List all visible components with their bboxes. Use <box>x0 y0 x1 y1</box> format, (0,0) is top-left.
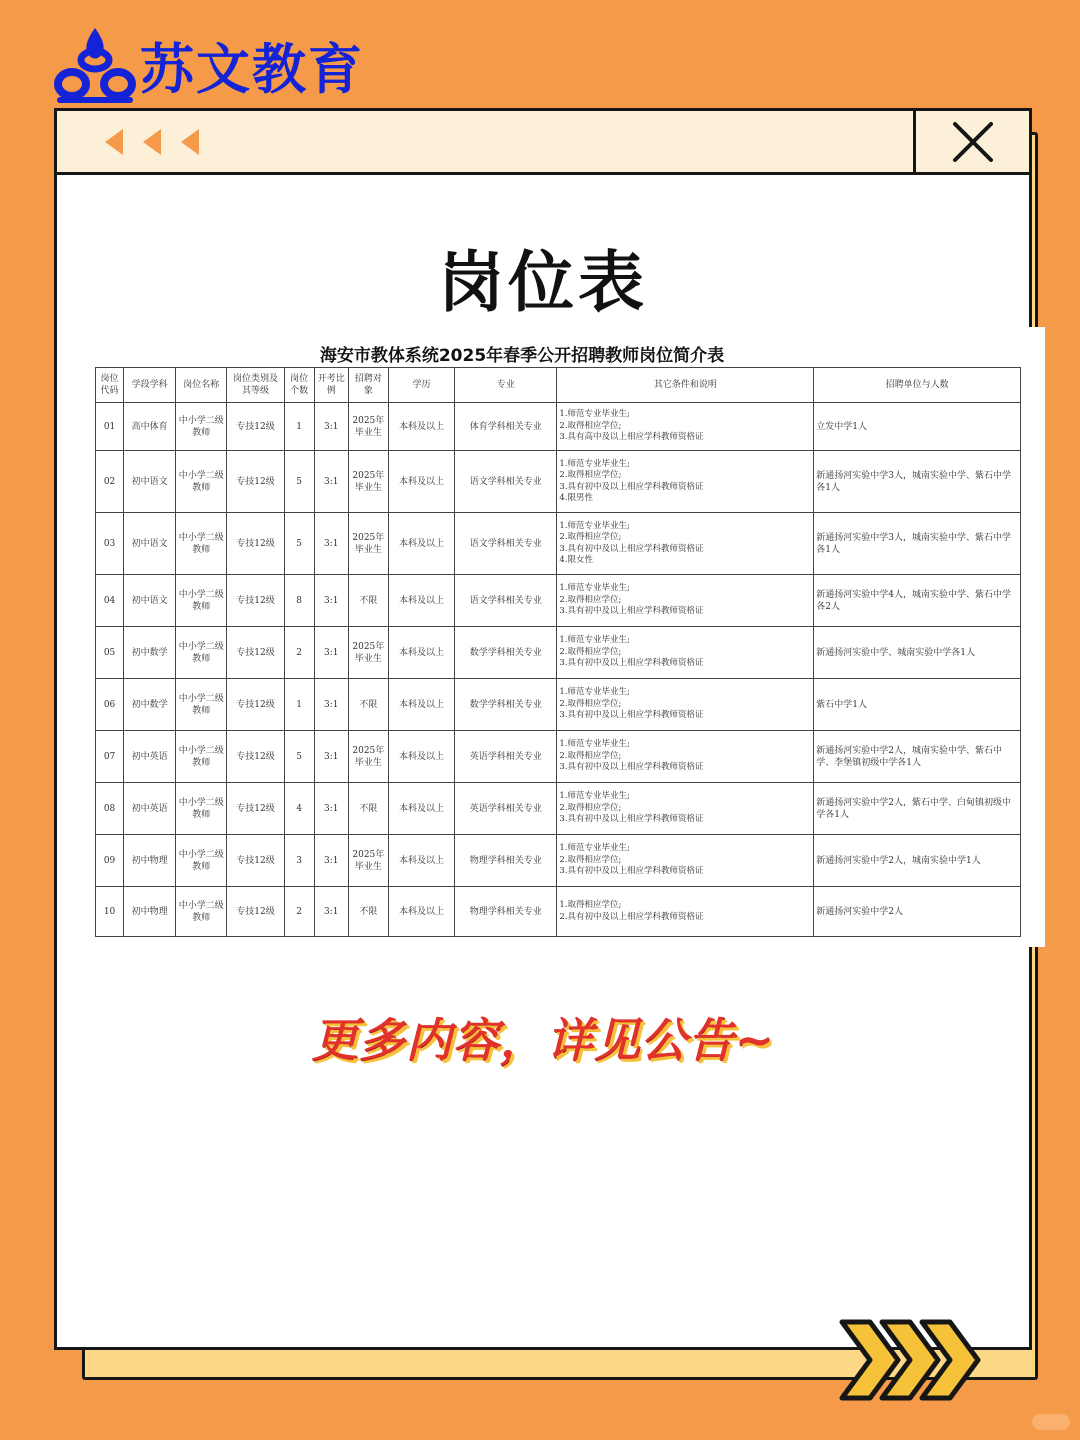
table-cell: 本科及以上 <box>388 403 454 451</box>
table-cell: 3:1 <box>314 835 348 887</box>
table-cell: 3:1 <box>314 513 348 575</box>
table-cell: 5 <box>284 513 314 575</box>
table-cell: 物理学科相关专业 <box>455 887 557 937</box>
brand-logo <box>52 22 364 108</box>
table-cell: 2025年毕业生 <box>348 627 388 679</box>
table-row <box>96 627 1021 679</box>
table-cell: 07 <box>96 731 124 783</box>
table-cell: 专技12级 <box>227 783 284 835</box>
page-title: 岗位表 <box>438 244 648 321</box>
table-cell: 本科及以上 <box>388 835 454 887</box>
table-cell: 专技12级 <box>227 835 284 887</box>
table-cell: 专技12级 <box>227 403 284 451</box>
table-cell: 数学学科相关专业 <box>455 627 557 679</box>
document-title: 海安市教体系统2025年春季公开招聘教师岗位简介表 <box>319 346 725 366</box>
table-cell: 1.师范专业毕业生; 2.取得相应学位; 3.具有初中及以上相应学科教师资格证 <box>557 731 814 783</box>
table-cell: 2025年毕业生 <box>348 451 388 513</box>
table-header-row <box>96 368 1021 403</box>
table-cell: 初中语文 <box>124 513 176 575</box>
table-cell: 3:1 <box>314 451 348 513</box>
table-cell: 中小学二级教师 <box>176 731 227 783</box>
table-cell: 专技12级 <box>227 679 284 731</box>
table-cell: 中小学二级教师 <box>176 835 227 887</box>
table-cell: 3:1 <box>314 627 348 679</box>
table-cell: 初中语文 <box>124 575 176 627</box>
table-cell: 专技12级 <box>227 575 284 627</box>
content-window <box>54 108 1032 1350</box>
table-cell: 中小学二级教师 <box>176 887 227 937</box>
table-cell: 初中英语 <box>124 731 176 783</box>
table-row <box>96 783 1021 835</box>
table-cell: 1.取得相应学位; 2.具有初中及以上相应学科教师资格证 <box>557 887 814 937</box>
triple-chevron-icon <box>836 1318 986 1402</box>
table-cell: 英语学科相关专业 <box>455 731 557 783</box>
table-cell: 初中物理 <box>124 835 176 887</box>
table-cell: 新通扬河实验中学4人，城南实验中学、紫石中学各2人 <box>814 575 1021 627</box>
table-row <box>96 513 1021 575</box>
table-cell: 不限 <box>348 575 388 627</box>
table-cell: 1.师范专业毕业生; 2.取得相应学位; 3.具有初中及以上相应学科教师资格证 <box>557 575 814 627</box>
table-row <box>96 679 1021 731</box>
table-row <box>96 835 1021 887</box>
table-cell: 3:1 <box>314 783 348 835</box>
table-cell: 04 <box>96 575 124 627</box>
table-cell: 本科及以上 <box>388 451 454 513</box>
table-cell: 不限 <box>348 887 388 937</box>
column-header: 其它条件和说明 <box>557 368 814 403</box>
table-cell: 5 <box>284 731 314 783</box>
table-cell: 中小学二级教师 <box>176 679 227 731</box>
table-cell: 3:1 <box>314 403 348 451</box>
table-cell: 专技12级 <box>227 627 284 679</box>
table-cell: 2025年毕业生 <box>348 731 388 783</box>
table-cell: 数学学科相关专业 <box>455 679 557 731</box>
table-cell: 4 <box>284 783 314 835</box>
table-cell: 高中体育 <box>124 403 176 451</box>
table-row <box>96 451 1021 513</box>
table-cell: 初中数学 <box>124 627 176 679</box>
table-cell: 中小学二级教师 <box>176 575 227 627</box>
column-header: 招聘单位与人数 <box>814 368 1021 403</box>
table-cell: 专技12级 <box>227 731 284 783</box>
table-cell: 1.师范专业毕业生; 2.取得相应学位; 3.具有初中及以上相应学科教师资格证 <box>557 783 814 835</box>
table-cell: 紫石中学1人 <box>814 679 1021 731</box>
back-arrow-icon <box>103 127 125 157</box>
table-cell: 语文学科相关专业 <box>455 575 557 627</box>
column-header: 岗位代码 <box>96 368 124 403</box>
table-cell: 本科及以上 <box>388 783 454 835</box>
table-cell: 新通扬河实验中学2人，城南实验中学、紫石中学、李堡镇初级中学各1人 <box>814 731 1021 783</box>
table-cell: 2025年毕业生 <box>348 835 388 887</box>
table-cell: 不限 <box>348 679 388 731</box>
table-cell: 本科及以上 <box>388 513 454 575</box>
column-header: 岗位名称 <box>176 368 227 403</box>
table-cell: 本科及以上 <box>388 887 454 937</box>
table-cell: 语文学科相关专业 <box>455 513 557 575</box>
table-cell: 中小学二级教师 <box>176 451 227 513</box>
table-cell: 专技12级 <box>227 451 284 513</box>
column-header: 岗位个数 <box>284 368 314 403</box>
table-cell: 本科及以上 <box>388 731 454 783</box>
table-cell: 1.师范专业毕业生; 2.取得相应学位; 3.具有初中及以上相应学科教师资格证 4.限女性 <box>557 513 814 575</box>
table-cell: 2 <box>284 627 314 679</box>
table-cell: 新通扬河实验中学、城南实验中学各1人 <box>814 627 1021 679</box>
back-arrows[interactable] <box>103 127 201 157</box>
table-cell: 新通扬河实验中学3人，城南实验中学、紫石中学各1人 <box>814 513 1021 575</box>
table-cell: 2 <box>284 887 314 937</box>
table-cell: 本科及以上 <box>388 627 454 679</box>
table-cell: 体育学科相关专业 <box>455 403 557 451</box>
table-cell: 08 <box>96 783 124 835</box>
column-header: 专业 <box>455 368 557 403</box>
table-cell: 不限 <box>348 783 388 835</box>
table-cell: 1.师范专业毕业生; 2.取得相应学位; 3.具有高中及以上相应学科教师资格证 <box>557 403 814 451</box>
table-cell: 初中数学 <box>124 679 176 731</box>
table-cell: 新通扬河实验中学2人 <box>814 887 1021 937</box>
table-cell: 3:1 <box>314 575 348 627</box>
column-header: 学段学科 <box>124 368 176 403</box>
job-table-document <box>87 327 1045 947</box>
table-cell: 1.师范专业毕业生; 2.取得相应学位; 3.具有初中及以上相应学科教师资格证 <box>557 627 814 679</box>
table-cell: 1 <box>284 403 314 451</box>
table-cell: 1.师范专业毕业生; 2.取得相应学位; 3.具有初中及以上相应学科教师资格证 <box>557 679 814 731</box>
table-row <box>96 887 1021 937</box>
table-row <box>96 403 1021 451</box>
table-cell: 1.师范专业毕业生; 2.取得相应学位; 3.具有初中及以上相应学科教师资格证 <box>557 835 814 887</box>
table-cell: 1 <box>284 679 314 731</box>
table-cell: 英语学科相关专业 <box>455 783 557 835</box>
table-cell: 立发中学1人 <box>814 403 1021 451</box>
slogan: 更多内容，详见公告~ <box>311 1013 775 1067</box>
person-logo-icon <box>52 24 138 106</box>
table-cell: 专技12级 <box>227 887 284 937</box>
table-cell: 3 <box>284 835 314 887</box>
column-header: 招聘对象 <box>348 368 388 403</box>
column-header: 开考比例 <box>314 368 348 403</box>
table-cell: 3:1 <box>314 679 348 731</box>
table-cell: 初中语文 <box>124 451 176 513</box>
table-cell: 5 <box>284 451 314 513</box>
back-arrow-icon <box>141 127 163 157</box>
table-cell: 09 <box>96 835 124 887</box>
table-cell: 新通扬河实验中学2人，紫石中学、白甸镇初级中学各1人 <box>814 783 1021 835</box>
table-cell: 中小学二级教师 <box>176 783 227 835</box>
table-cell: 2025年毕业生 <box>348 403 388 451</box>
table-cell: 中小学二级教师 <box>176 403 227 451</box>
watermark-badge <box>1032 1414 1070 1430</box>
column-header: 学历 <box>388 368 454 403</box>
column-header: 岗位类别及其等级 <box>227 368 284 403</box>
table-cell: 专技12级 <box>227 513 284 575</box>
table-cell: 1.师范专业毕业生; 2.取得相应学位; 3.具有初中及以上相应学科教师资格证 4.限男性 <box>557 451 814 513</box>
table-cell: 初中物理 <box>124 887 176 937</box>
window-titlebar <box>57 111 1029 175</box>
table-row <box>96 575 1021 627</box>
table-cell: 语文学科相关专业 <box>455 451 557 513</box>
table-cell: 新通扬河实验中学3人，城南实验中学、紫石中学各1人 <box>814 451 1021 513</box>
table-cell: 3:1 <box>314 731 348 783</box>
table-cell: 03 <box>96 513 124 575</box>
table-cell: 中小学二级教师 <box>176 627 227 679</box>
table-cell: 中小学二级教师 <box>176 513 227 575</box>
close-icon <box>951 120 995 164</box>
table-cell: 3:1 <box>314 887 348 937</box>
table-cell: 本科及以上 <box>388 679 454 731</box>
table-cell: 02 <box>96 451 124 513</box>
table-cell: 新通扬河实验中学2人，城南实验中学1人 <box>814 835 1021 887</box>
table-cell: 05 <box>96 627 124 679</box>
job-table <box>95 367 1021 937</box>
table-cell: 本科及以上 <box>388 575 454 627</box>
table-body <box>96 403 1021 937</box>
table-cell: 10 <box>96 887 124 937</box>
brand-name: 苏文教育 <box>140 37 364 101</box>
back-arrow-icon <box>179 127 201 157</box>
table-cell: 01 <box>96 403 124 451</box>
table-cell: 物理学科相关专业 <box>455 835 557 887</box>
table-cell: 8 <box>284 575 314 627</box>
close-button[interactable] <box>913 111 1029 172</box>
table-row <box>96 731 1021 783</box>
table-cell: 06 <box>96 679 124 731</box>
table-cell: 初中英语 <box>124 783 176 835</box>
table-cell: 2025年毕业生 <box>348 513 388 575</box>
